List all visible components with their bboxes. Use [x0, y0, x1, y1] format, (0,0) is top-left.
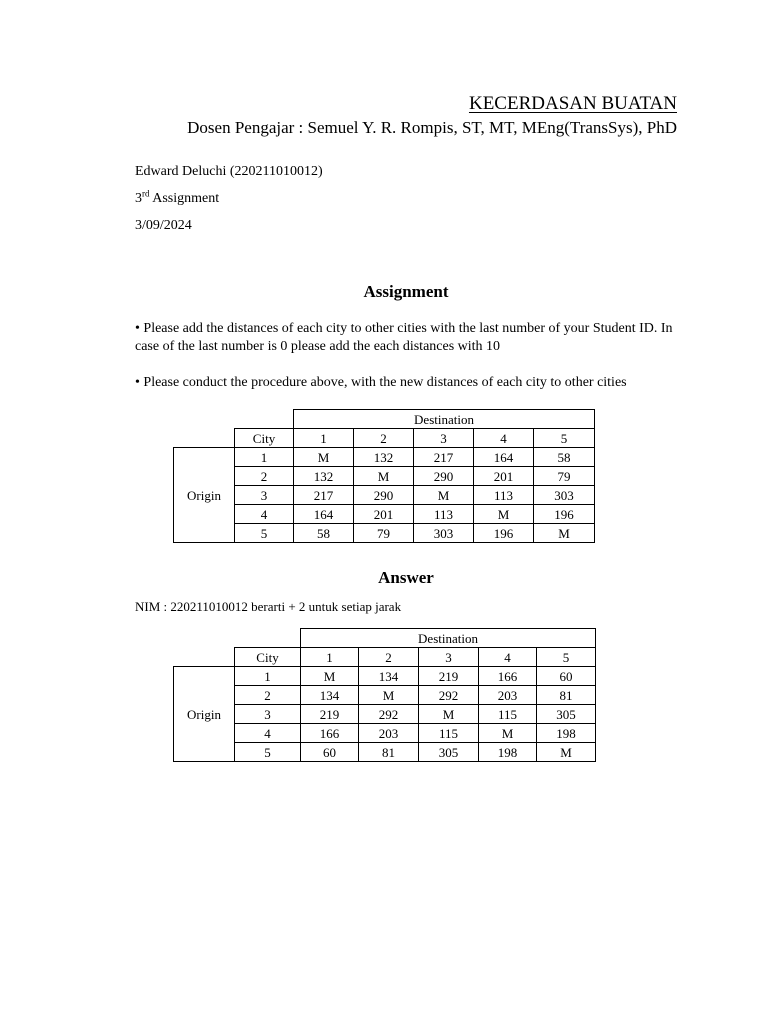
corner-blank — [235, 629, 301, 648]
table-row — [174, 743, 596, 762]
distance-cell: M — [414, 486, 474, 505]
distance-cell: 217 — [414, 448, 474, 467]
table-row — [174, 467, 595, 486]
distance-cell: 132 — [354, 448, 414, 467]
destination-column-header: 5 — [534, 429, 595, 448]
origin-city-cell: 5 — [235, 743, 301, 762]
distance-cell: 113 — [474, 486, 534, 505]
distance-cell: 166 — [301, 724, 359, 743]
distance-cell: 203 — [479, 686, 537, 705]
origin-city-cell: 3 — [235, 486, 294, 505]
distance-cell: 292 — [359, 705, 419, 724]
distance-cell: 60 — [301, 743, 359, 762]
distance-cell: 219 — [419, 667, 479, 686]
student-name-id: Edward Deluchi (220211010012) — [135, 164, 323, 179]
table-row — [174, 705, 596, 724]
table-row — [174, 724, 596, 743]
corner-blank — [174, 410, 235, 429]
distance-cell: M — [301, 667, 359, 686]
assignment-ordinal-suffix: rd — [142, 188, 150, 199]
origin-city-cell: 5 — [235, 524, 294, 543]
table-row — [174, 524, 595, 543]
destination-column-header: 1 — [301, 648, 359, 667]
destination-column-header: 4 — [479, 648, 537, 667]
table-header-row — [174, 429, 595, 448]
distance-cell: M — [479, 724, 537, 743]
distance-cell: 81 — [537, 686, 596, 705]
lecturer-line: Dosen Pengajar : Semuel Y. R. Rompis, ST, MT, MEng(TransSys), PhD — [187, 118, 677, 137]
corner-blank — [174, 429, 235, 448]
origin-city-cell: 4 — [235, 505, 294, 524]
distance-cell: 134 — [301, 686, 359, 705]
destination-column-header: 3 — [414, 429, 474, 448]
origin-label: Origin — [174, 448, 235, 543]
distance-cell: 198 — [537, 724, 596, 743]
origin-city-cell: 1 — [235, 448, 294, 467]
destination-column-header: 3 — [419, 648, 479, 667]
distance-cell: 79 — [354, 524, 414, 543]
corner-blank — [235, 410, 294, 429]
table-row — [174, 686, 596, 705]
distance-table-answer — [173, 628, 596, 762]
origin-city-cell: 2 — [235, 686, 301, 705]
distance-cell: 198 — [479, 743, 537, 762]
distance-cell: 115 — [479, 705, 537, 724]
distance-cell: 79 — [534, 467, 595, 486]
city-header: City — [235, 648, 301, 667]
distance-cell: M — [534, 524, 595, 543]
origin-label: Origin — [174, 667, 235, 762]
distance-cell: 132 — [294, 467, 354, 486]
distance-cell: 290 — [354, 486, 414, 505]
distance-cell: M — [294, 448, 354, 467]
distance-table-question — [173, 409, 595, 543]
course-title: KECERDASAN BUATAN — [468, 93, 677, 114]
table-row — [174, 486, 595, 505]
assignment-number — [135, 188, 220, 207]
destination-column-header: 4 — [474, 429, 534, 448]
distance-cell: 164 — [294, 505, 354, 524]
destination-column-header: 2 — [359, 648, 419, 667]
distance-cell: 303 — [414, 524, 474, 543]
distance-cell: 115 — [419, 724, 479, 743]
destination-header: Destination — [294, 410, 595, 429]
destination-column-header: 2 — [354, 429, 414, 448]
distance-cell: 292 — [419, 686, 479, 705]
table-row — [174, 448, 595, 467]
distance-cell: 203 — [359, 724, 419, 743]
assignment-ordinal: 3 — [135, 191, 142, 206]
distance-cell: 305 — [419, 743, 479, 762]
origin-city-cell: 3 — [235, 705, 301, 724]
distance-cell: M — [537, 743, 596, 762]
distance-cell: 196 — [474, 524, 534, 543]
table-header-row — [174, 629, 596, 648]
assignment-date: 3/09/2024 — [135, 218, 192, 233]
destination-column-header: 1 — [294, 429, 354, 448]
distance-cell: 58 — [534, 448, 595, 467]
distance-cell: 166 — [479, 667, 537, 686]
distance-cell: 113 — [414, 505, 474, 524]
assignment-heading: Assignment — [363, 282, 449, 301]
origin-city-cell: 4 — [235, 724, 301, 743]
distance-cell: 164 — [474, 448, 534, 467]
destination-column-header: 5 — [537, 648, 596, 667]
distance-cell: 201 — [354, 505, 414, 524]
distance-cell: 201 — [474, 467, 534, 486]
distance-cell: M — [419, 705, 479, 724]
nim-note: NIM : 220211010012 berarti + 2 untuk setiap jarak — [135, 599, 402, 614]
answer-heading: Answer — [378, 568, 434, 587]
table-row — [174, 505, 595, 524]
table-header-row — [174, 648, 596, 667]
distance-cell: M — [354, 467, 414, 486]
distance-cell: M — [474, 505, 534, 524]
origin-city-cell: 2 — [235, 467, 294, 486]
distance-cell: 219 — [301, 705, 359, 724]
corner-blank — [174, 629, 235, 648]
distance-cell: 81 — [359, 743, 419, 762]
instruction-paragraph-1: • Please add the distances of each city to other cities with the last number of your Student ID. In case of the last number is 0 please add the each distances with 10 — [135, 321, 673, 354]
distance-cell: 217 — [294, 486, 354, 505]
city-header: City — [235, 429, 294, 448]
distance-cell: 303 — [534, 486, 595, 505]
destination-header: Destination — [301, 629, 596, 648]
origin-city-cell: 1 — [235, 667, 301, 686]
assignment-word: Assignment — [149, 191, 220, 206]
distance-cell: 58 — [294, 524, 354, 543]
corner-blank — [174, 648, 235, 667]
distance-cell: M — [359, 686, 419, 705]
distance-cell: 60 — [537, 667, 596, 686]
distance-cell: 305 — [537, 705, 596, 724]
distance-cell: 134 — [359, 667, 419, 686]
distance-cell: 290 — [414, 467, 474, 486]
table-row — [174, 667, 596, 686]
table-header-row — [174, 410, 595, 429]
instruction-paragraph-2: • Please conduct the procedure above, with the new distances of each city to other cities — [135, 375, 627, 390]
distance-cell: 196 — [534, 505, 595, 524]
